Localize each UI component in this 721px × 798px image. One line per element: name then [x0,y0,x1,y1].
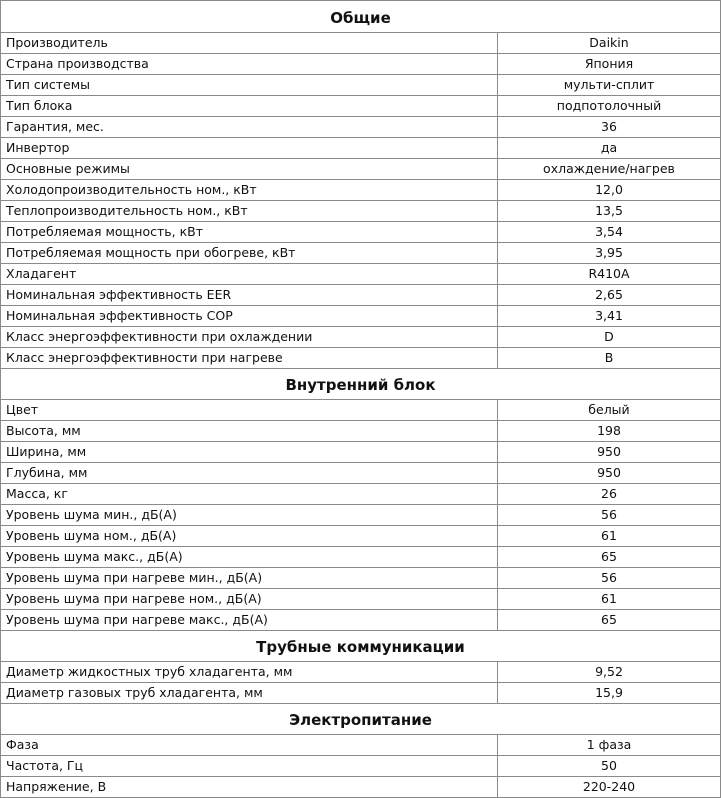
parameter-value: 3,41 [498,306,721,327]
section-header-cell [1,1,721,33]
table-row [1,285,721,306]
section-header-cell [1,369,721,400]
parameter-value: 61 [498,589,721,610]
table-row [1,348,721,369]
parameter-label: Уровень шума при нагреве ном., дБ(А) [1,589,498,610]
parameter-label: Номинальная эффективность COP [1,306,498,327]
parameter-value: 65 [498,547,721,568]
parameter-value: 36 [498,117,721,138]
specifications-table-body [1,1,721,798]
table-row [1,180,721,201]
parameter-label: Глубина, мм [1,463,498,484]
parameter-label: Потребляемая мощность при обогреве, кВт [1,243,498,264]
table-row [1,589,721,610]
parameter-value: белый [498,400,721,421]
parameter-value: 50 [498,756,721,777]
parameter-label: Уровень шума при нагреве мин., дБ(А) [1,568,498,589]
parameter-value: 56 [498,568,721,589]
parameter-label: Страна производства [1,54,498,75]
table-row [1,75,721,96]
section-header-row [1,1,721,33]
parameter-label: Напряжение, В [1,777,498,798]
parameter-value: 3,95 [498,243,721,264]
table-row [1,306,721,327]
parameter-value: да [498,138,721,159]
table-row [1,201,721,222]
section-header-row [1,704,721,735]
table-row [1,484,721,505]
table-row [1,610,721,631]
table-row [1,547,721,568]
section-title: Внутренний блок [285,376,436,394]
parameter-label: Класс энергоэффективности при охлаждении [1,327,498,348]
parameter-label: Фаза [1,735,498,756]
parameter-value: 26 [498,484,721,505]
table-row [1,568,721,589]
table-row [1,54,721,75]
table-row [1,327,721,348]
parameter-label: Тип блока [1,96,498,117]
table-row [1,505,721,526]
parameter-value: Япония [498,54,721,75]
parameter-label: Высота, мм [1,421,498,442]
table-row [1,159,721,180]
parameter-label: Номинальная эффективность EER [1,285,498,306]
table-row [1,222,721,243]
parameter-value: 65 [498,610,721,631]
parameter-value: 56 [498,505,721,526]
parameter-value: 1 фаза [498,735,721,756]
parameter-label: Уровень шума макс., дБ(А) [1,547,498,568]
parameter-label: Гарантия, мес. [1,117,498,138]
parameter-label: Уровень шума ном., дБ(А) [1,526,498,547]
parameter-value: Daikin [498,33,721,54]
parameter-value: охлаждение/нагрев [498,159,721,180]
parameter-label: Ширина, мм [1,442,498,463]
parameter-label: Диаметр газовых труб хладагента, мм [1,683,498,704]
parameter-label: Тип системы [1,75,498,96]
table-row [1,96,721,117]
table-row [1,138,721,159]
table-row [1,243,721,264]
section-title: Электропитание [289,711,432,729]
parameter-value: 950 [498,463,721,484]
parameter-label: Частота, Гц [1,756,498,777]
parameter-label: Уровень шума мин., дБ(А) [1,505,498,526]
parameter-label: Теплопроизводительность ном., кВт [1,201,498,222]
parameter-label: Холодопроизводительность ном., кВт [1,180,498,201]
parameter-value: 198 [498,421,721,442]
table-row [1,735,721,756]
section-title: Общие [330,8,391,27]
parameter-value: 61 [498,526,721,547]
table-row [1,421,721,442]
parameter-value: 9,52 [498,662,721,683]
parameter-value: R410A [498,264,721,285]
parameter-value: 13,5 [498,201,721,222]
parameter-label: Уровень шума при нагреве макс., дБ(А) [1,610,498,631]
section-title: Трубные коммуникации [256,638,465,656]
parameter-label: Масса, кг [1,484,498,505]
parameter-value: 15,9 [498,683,721,704]
table-row [1,756,721,777]
section-header-cell [1,631,721,662]
parameter-value: 220-240 [498,777,721,798]
parameter-value: мульти-сплит [498,75,721,96]
parameter-value: подпотолочный [498,96,721,117]
parameter-label: Класс энергоэффективности при нагреве [1,348,498,369]
section-header-row [1,631,721,662]
parameter-label: Потребляемая мощность, кВт [1,222,498,243]
table-row [1,683,721,704]
table-row [1,777,721,798]
parameter-label: Инвертор [1,138,498,159]
parameter-label: Хладагент [1,264,498,285]
section-header-row [1,369,721,400]
table-row [1,442,721,463]
table-row [1,662,721,683]
section-header-cell [1,704,721,735]
parameter-label: Цвет [1,400,498,421]
parameter-value: 12,0 [498,180,721,201]
parameter-label: Основные режимы [1,159,498,180]
parameter-value: 2,65 [498,285,721,306]
table-row [1,463,721,484]
table-row [1,33,721,54]
table-row [1,264,721,285]
parameter-value: B [498,348,721,369]
parameter-value: 950 [498,442,721,463]
table-row [1,117,721,138]
table-row [1,400,721,421]
parameter-label: Диаметр жидкостных труб хладагента, мм [1,662,498,683]
parameter-label: Производитель [1,33,498,54]
table-row [1,526,721,547]
parameter-value: D [498,327,721,348]
parameter-value: 3,54 [498,222,721,243]
